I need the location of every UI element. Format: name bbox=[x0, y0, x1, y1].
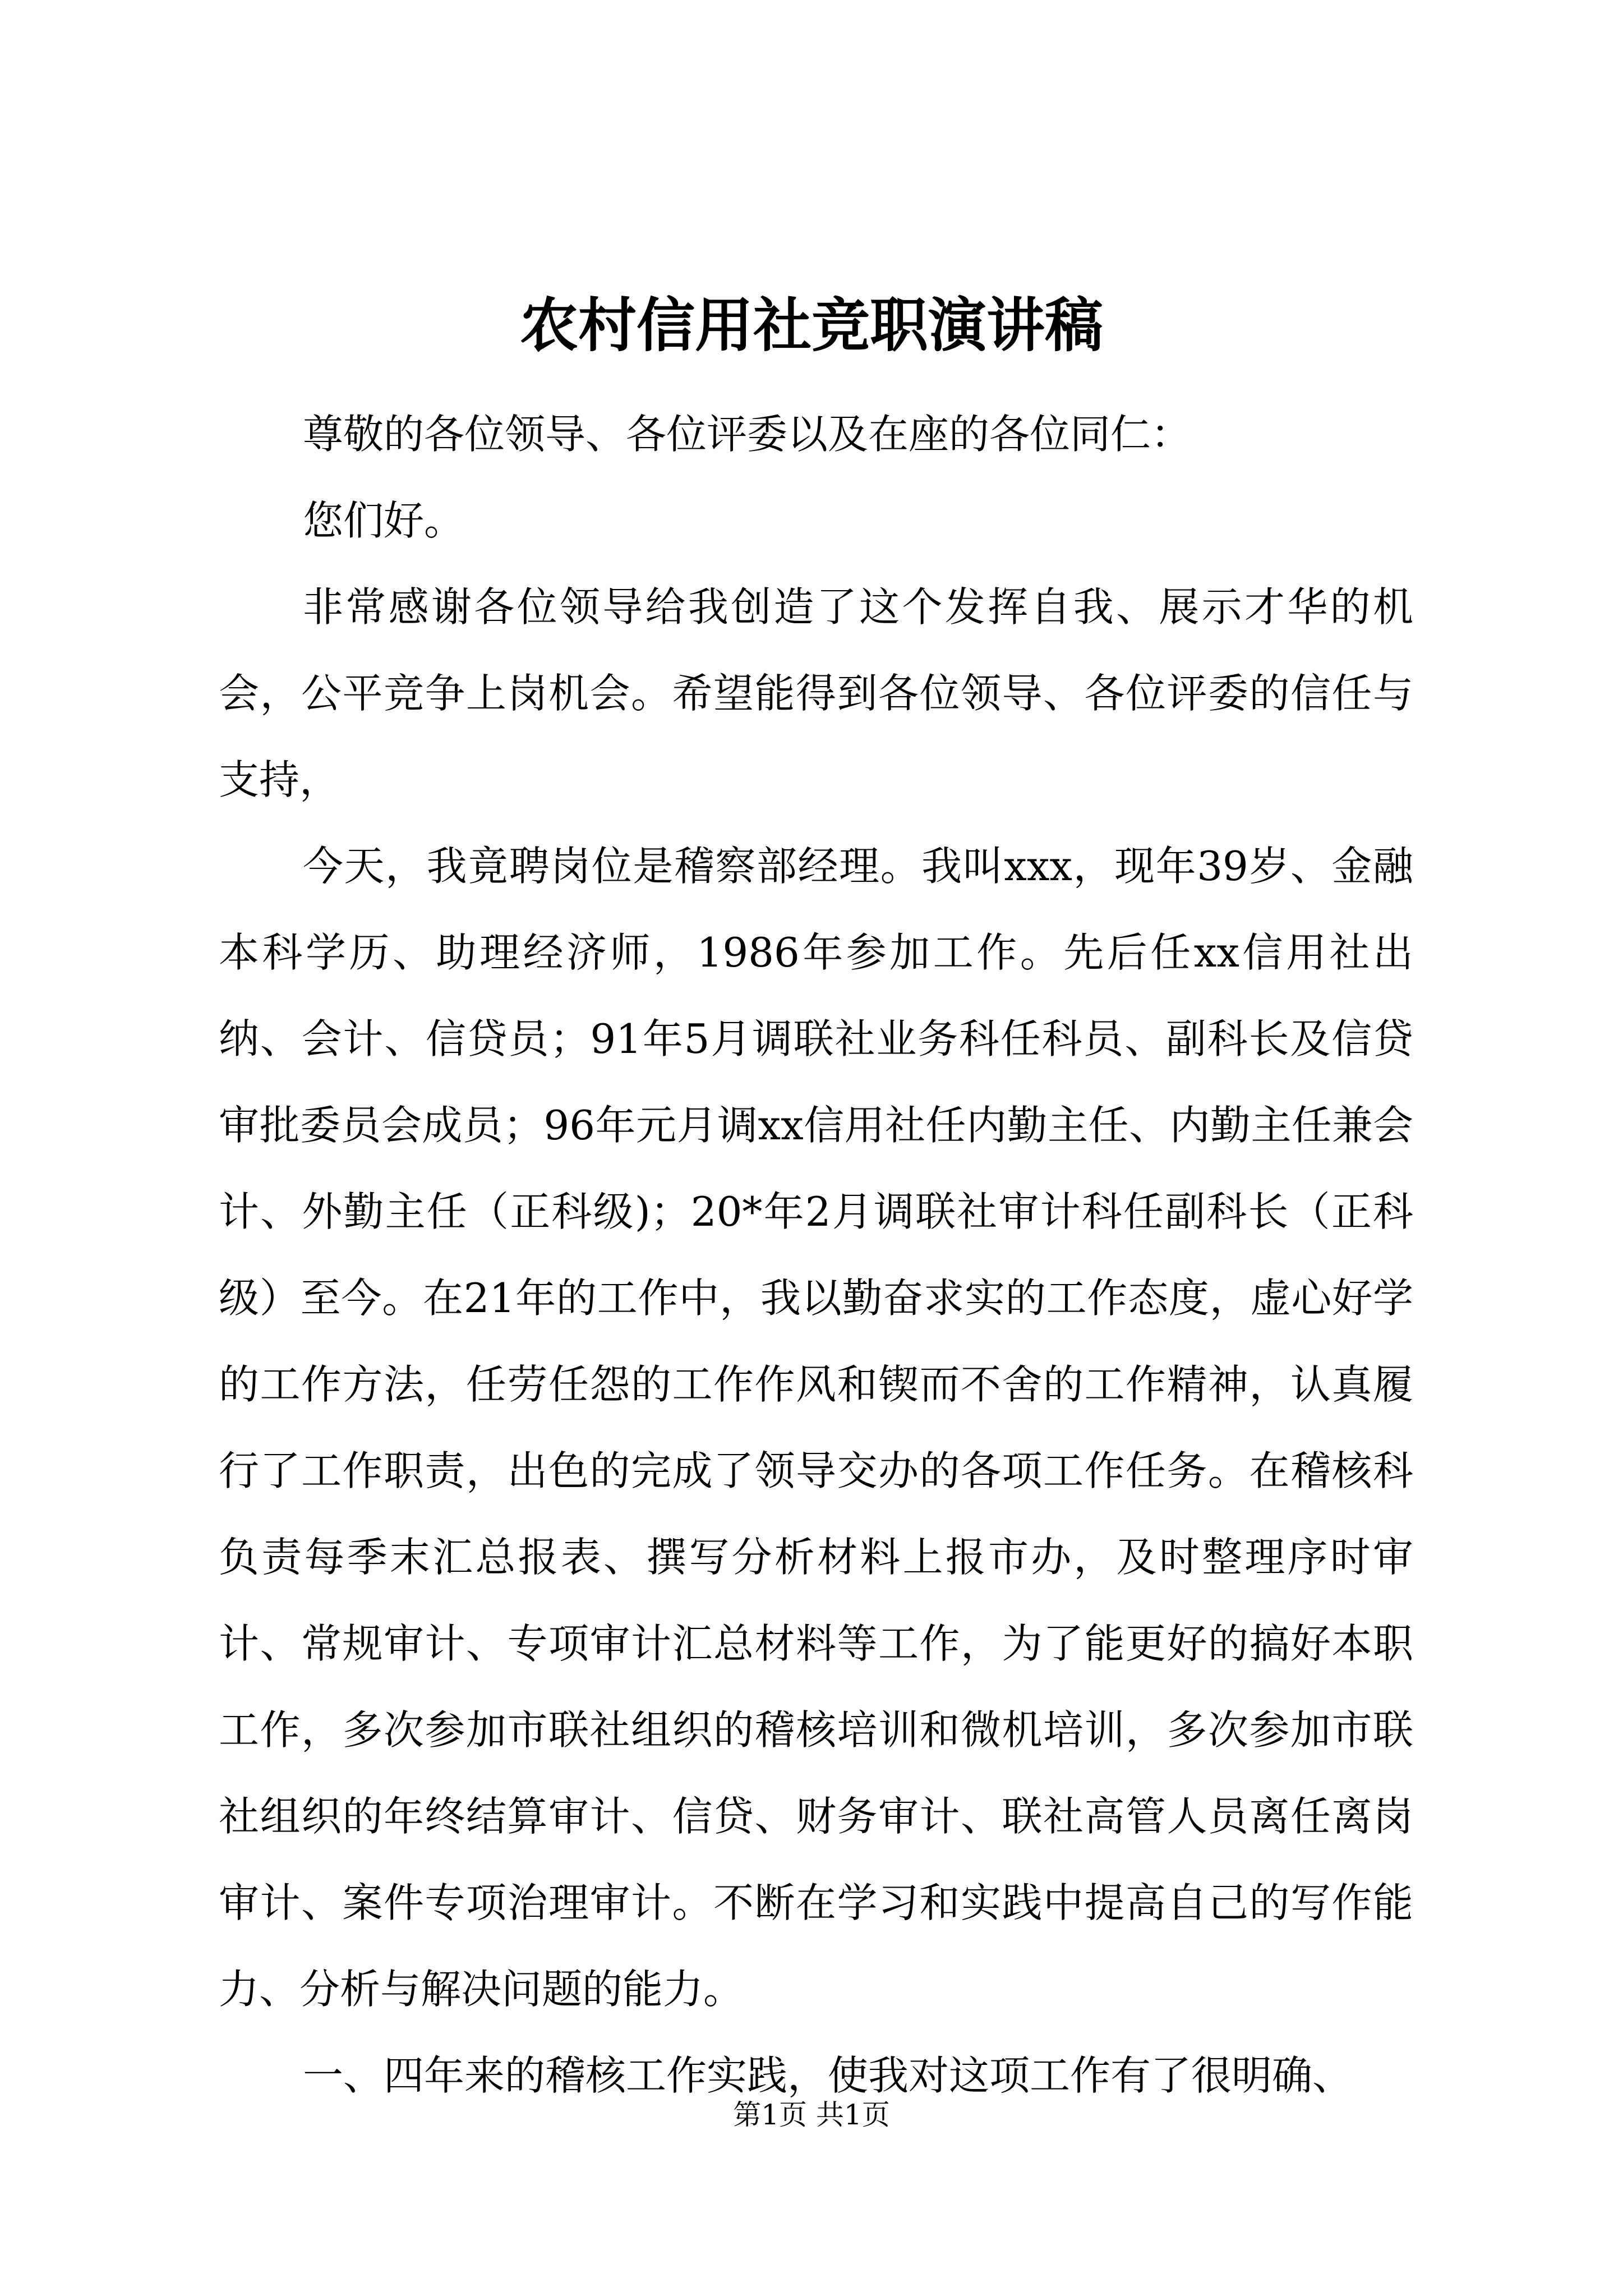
paragraph-self-introduction: 今天，我竟聘岗位是稽察部经理。我叫xxx，现年39岁、金融本科学历、助理经济师，1986年参加工作。先后任xx信用社出纳、会计、信贷员；91年5月调联社业务科任科员、副科长及信贷审批委员会成员；96年元月调xx信用社任内勤主任、内勤主任兼会计、外勤主任（正科级)；20*年2月调联社审计科任副科长（正科级）至今。在21年的工作中，我以勤奋求实的工作态度，虚心好学的工作方法，任劳任怨的工作作风和锲而不舍的工作精神，认真履行了工作职责，出色的完成了领导交办的各项工作任务。在稽核科负责每季末汇总报表、撰写分析材料上报市办，及时整理序时审计、常规审计、专项审计汇总材料等工作，为了能更好的搞好本职工作，多次参加市联社组织的稽核培训和微机培训，多次参加市联社组织的年终结算审计、信贷、财务审计、联社高管人员离任离岗审计、案件专项治理审计。不断在学习和实践中提高自己的写作能力、分析与解决问题的能力。 bbox=[219, 843, 1413, 2013]
paragraph-salutation: 尊敬的各位领导、各位评委以及在座的各位同仁： bbox=[303, 411, 1192, 458]
document-title: 农村信用社竞职演讲稿 bbox=[519, 291, 1103, 360]
paragraph-greeting: 您们好。 bbox=[303, 497, 465, 544]
paragraph-section-one: 一、四年来的稽核工作实践，使我对这项工作有了很明确、 bbox=[303, 2052, 1353, 2099]
document-body bbox=[219, 391, 1413, 2119]
paragraph-thanks: 非常感谢各位领导给我创造了这个发挥自我、展示才华的机会，公平竞争上岗机会。希望能得到各位领导、各位评委的信任与支持， bbox=[219, 583, 1413, 803]
page-footer: 第1页 共1页 bbox=[733, 2099, 890, 2131]
